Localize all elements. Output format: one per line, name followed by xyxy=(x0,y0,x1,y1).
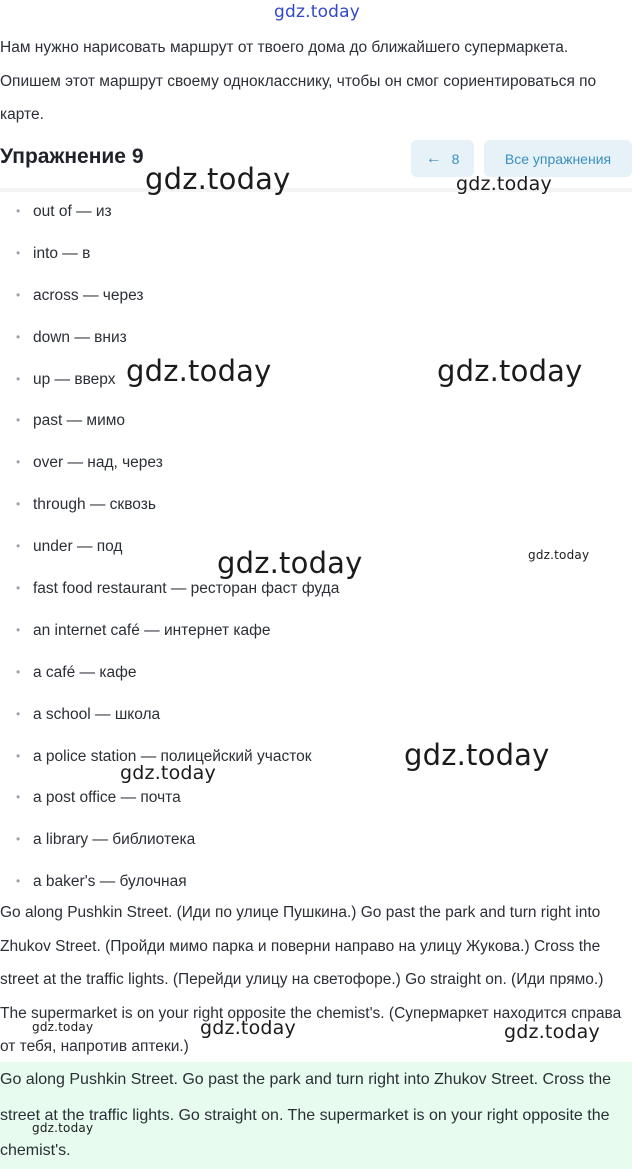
bullet-icon: • xyxy=(16,664,21,679)
bullet-icon: • xyxy=(16,245,21,260)
bullet-icon: • xyxy=(16,371,21,386)
arrow-left-icon: ← xyxy=(425,149,442,167)
list-item-text: fast food restaurant — ресторан фаст фуда xyxy=(33,580,340,598)
list-item-text: across — через xyxy=(33,286,144,304)
watermark: gdz.today xyxy=(145,162,291,196)
list-item-text: over — над, через xyxy=(33,454,163,472)
list-item xyxy=(0,275,339,317)
list-item xyxy=(0,819,339,861)
bullet-icon: • xyxy=(16,287,21,302)
bullet-icon: • xyxy=(16,622,21,637)
list-item xyxy=(0,233,339,275)
bullet-icon: • xyxy=(16,413,21,428)
list-item xyxy=(0,317,339,359)
intro-paragraph: Нам нужно нарисовать маршрут от твоего дома до ближайшего супермаркета. Опишем этот маршрут своему однокласснику, чтобы он смог сориентироваться по карте. xyxy=(0,39,597,123)
bullet-icon: • xyxy=(16,790,21,805)
final-answer-text: Go along Pushkin Street. Go past the park and turn right into Zhukov Street. Cross the street at the traffic lights. Go straight on. The supermarket is on your right opposite the chemist's. xyxy=(0,1071,611,1159)
list-item xyxy=(0,610,339,652)
bullet-icon: • xyxy=(16,832,21,847)
list-item-text: into — в xyxy=(33,244,91,262)
bullet-icon: • xyxy=(16,329,21,344)
list-item-text: through — сквозь xyxy=(33,496,156,514)
list-item-text: a police station — полицейский участок xyxy=(33,747,312,765)
answer-paragraph: Go along Pushkin Street. (Иди по улице Пушкина.) Go past the park and turn right into Zhukov Street. (Пройди мимо парка и поверни направо на улицу Жукова.) Cross the street at the traffic lights. (Перейди улицу на светофоре.) Go straight on. (Иди прямо.) The supermarket is on your right opposite the chemist's. (Супермаркет находится справа от тебя, напротив аптеки.) xyxy=(0,904,622,1056)
all-exercises-button[interactable]: Все упражнения xyxy=(484,140,632,177)
list-item-text: an internet café — интернет кафе xyxy=(33,621,271,639)
watermark: gdz.today xyxy=(217,546,363,580)
exercise-title: Упражнение 9 xyxy=(0,145,144,168)
bullet-icon: • xyxy=(16,748,21,763)
bullet-icon: • xyxy=(16,497,21,512)
watermark: gdz.today xyxy=(32,1020,94,1034)
list-item-text: a baker's — булочная xyxy=(33,873,187,891)
list-item-text: past — мимо xyxy=(33,412,126,430)
list-item-text: up — вверх xyxy=(33,370,116,388)
watermark: gdz.today xyxy=(528,548,590,562)
list-item xyxy=(0,442,339,484)
final-answer-block xyxy=(0,1062,632,1169)
bullet-icon: • xyxy=(16,874,21,889)
watermark: gdz.today xyxy=(456,173,552,195)
bullet-icon: • xyxy=(16,581,21,596)
watermark: gdz.today xyxy=(437,354,583,388)
list-item xyxy=(0,694,339,736)
list-item-text: a school — школа xyxy=(33,705,161,723)
bullet-icon: • xyxy=(16,539,21,554)
list-item-text: under — под xyxy=(33,538,123,556)
list-item xyxy=(0,400,339,442)
list-item-text: a café — кафе xyxy=(33,663,137,681)
bullet-icon: • xyxy=(16,706,21,721)
list-item-text: a library — библиотека xyxy=(33,831,196,849)
watermark: gdz.today xyxy=(200,1017,296,1039)
list-item xyxy=(0,191,339,233)
watermark: gdz.today xyxy=(126,354,272,388)
bullet-icon: • xyxy=(16,204,21,218)
previous-exercise-button[interactable] xyxy=(411,140,474,177)
watermark: gdz.today xyxy=(120,762,216,784)
watermark: gdz.today xyxy=(32,1121,94,1135)
previous-exercise-label: 8 xyxy=(451,150,460,167)
bullet-icon: • xyxy=(16,455,21,470)
list-item xyxy=(0,484,339,526)
watermark: gdz.today xyxy=(404,738,550,772)
watermark-top: gdz.today xyxy=(274,2,361,22)
list-item xyxy=(0,652,339,694)
list-item-text: out of — из xyxy=(33,203,112,220)
watermark: gdz.today xyxy=(504,1021,600,1043)
list-item-text: a post office — почта xyxy=(33,789,181,807)
list-item-text: down — вниз xyxy=(33,328,127,346)
